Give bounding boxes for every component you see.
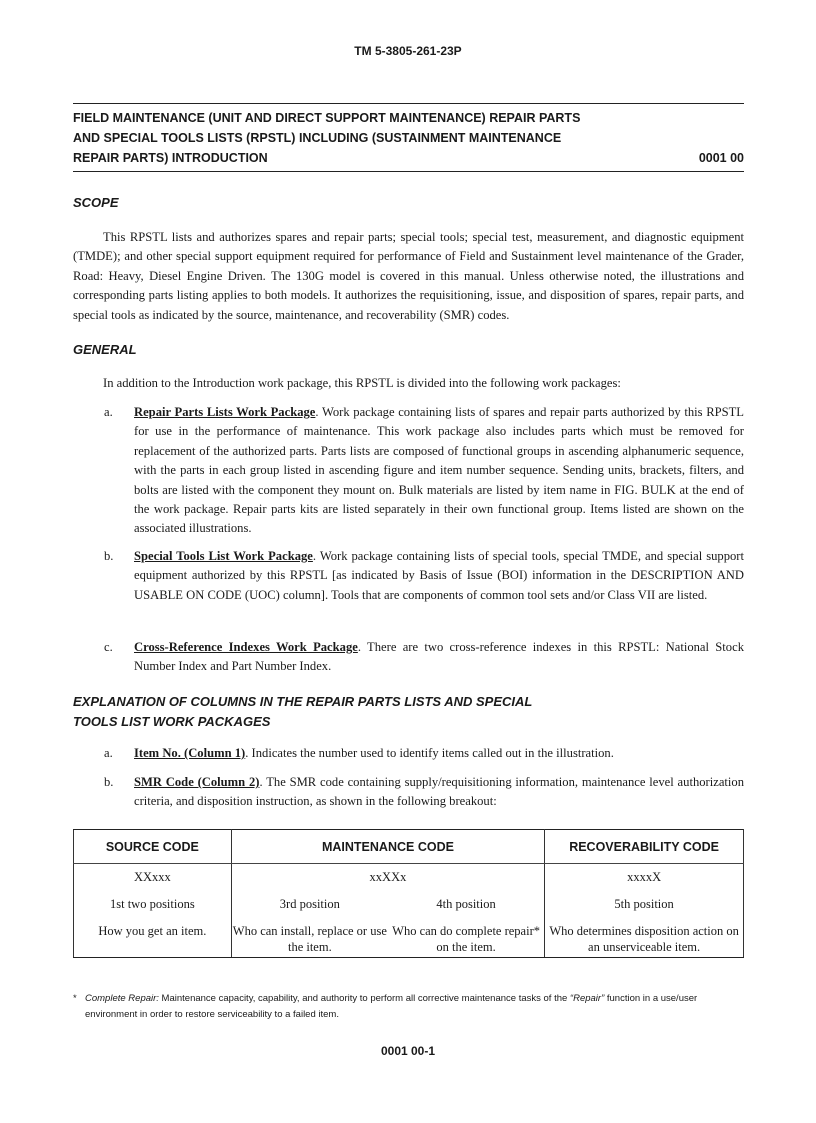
item-lead: Special Tools List Work Package (134, 549, 313, 563)
item-letter: a. (104, 405, 113, 419)
title-line-2: AND SPECIAL TOOLS LISTS (RPSTL) INCLUDING (SUSTAINMENT MAINTENANCE (73, 131, 562, 145)
item-lead: Repair Parts Lists Work Package (134, 405, 316, 419)
general-item-c (104, 638, 744, 677)
explanation-heading-line-2: TOOLS LIST WORK PACKAGES (73, 714, 271, 729)
footnote-marker: * (73, 993, 77, 1004)
work-package-title (73, 108, 744, 168)
item-letter: a. (104, 746, 113, 760)
footnote-term: Complete Repair: (85, 993, 159, 1004)
work-package-number: 0001 00 (698, 151, 744, 165)
item-text: . Work package containing lists of special tools, special TMDE, and special support equipment authorized by this RPSTL [as indicated by Basis of Issue (BOI) information in the DESCRIPTION AND USABLE ON CODE (UOC) column]. Tools that are components of common tool sets and/or Class VII are listed. (134, 549, 744, 602)
footnote-text-a: Maintenance capacity, capability, and authority to perform all corrective maintenance tasks of the (158, 993, 570, 1004)
item-lead: SMR Code (Column 2) (134, 775, 260, 789)
scope-heading: SCOPE (73, 195, 119, 210)
general-item-a (104, 403, 744, 539)
explanation-heading (73, 692, 532, 732)
position-cell: 3rd position (231, 890, 388, 918)
explanation-item-b (104, 773, 744, 812)
description-cell: Who can do complete repair* on the item. (388, 918, 545, 958)
description-cell: Who can install, replace or use the item. (231, 918, 388, 958)
item-text: . Work package containing lists of spares and repair parts authorized by this RPSTL for use in the performance of maintenance. This work package also includes parts which must be removed for replacement of the authorized parts. Parts lists are composed of functional groups in ascending alphanumeric sequence, with the parts in each group listed in ascending figure and item number sequence. Sending units, brackets, filters, and bolts are listed with the component they mount on. Bulk materials are listed by item name in FIG. BULK at the end of the work package. Repair parts kits are listed separately in their own functional group. Items listed are shown on the associated illustrations. (134, 405, 744, 536)
general-intro: In addition to the Introduction work package, this RPSTL is divided into the following work packages: (103, 376, 621, 390)
footnote-text-b: function in a use/user environment in order to restore serviceability to a failed item. (85, 993, 698, 1020)
footnote (73, 991, 744, 1023)
item-text: . There are two cross-reference indexes in this RPSTL: National Stock Number Index and Part Number Index. (134, 640, 744, 674)
title-line-1: FIELD MAINTENANCE (UNIT AND DIRECT SUPPORT MAINTENANCE) REPAIR PARTS (73, 111, 581, 125)
general-heading: GENERAL (73, 342, 137, 357)
manual-number: TM 5-3805-261-23P (354, 44, 462, 58)
maintenance-code-header: MAINTENANCE CODE (231, 830, 544, 864)
footnote-quoted: “Repair” (569, 993, 605, 1004)
item-text: . The SMR code containing supply/requisitioning information, maintenance level authorization criteria, and disposition instruction, as shown in the following breakout: (134, 775, 745, 809)
page-number: 0001 00-1 (380, 1044, 436, 1058)
item-lead: Cross-Reference Indexes Work Package (134, 640, 358, 654)
recoverability-code-pattern: xxxxX (545, 864, 744, 890)
source-code-header: SOURCE CODE (74, 830, 232, 864)
item-letter: b. (104, 549, 114, 563)
item-text: . Indicates the number used to identify items called out in the illustration. (245, 746, 614, 760)
position-cell: 5th position (545, 890, 744, 918)
item-lead: Item No. (Column 1) (134, 746, 246, 760)
position-cell: 1st two positions (74, 890, 232, 918)
item-letter: c. (104, 640, 113, 654)
title-line-3: REPAIR PARTS) INTRODUCTION (73, 151, 268, 165)
explanation-item-a (104, 744, 744, 763)
position-cell: 4th position (388, 890, 545, 918)
recoverability-code-header: RECOVERABILITY CODE (545, 830, 744, 864)
item-letter: b. (104, 775, 114, 789)
description-cell: Who determines disposition action on an unserviceable item. (545, 918, 744, 958)
maintenance-code-pattern: xxXXx (231, 864, 544, 890)
description-cell: How you get an item. (74, 918, 232, 958)
scope-paragraph: This RPSTL lists and authorizes spares and repair parts; special tools; special test, measurement, and diagnostic equipment (TMDE); and other special support equipment required for performance of Field and Sustainment level maintenance of the Grader, Road: Heavy, Diesel Engine Driven. The 130G model is covered in this manual. Unless otherwise noted, the illustrations and corresponding parts listing applies to both models. It authorizes the requisitioning, issue, and disposition of spares, repair parts, and special tools as indicated by the source, maintenance, and recoverability (SMR) codes. (73, 230, 744, 322)
title-bottom-rule (73, 171, 744, 172)
smr-code-table (73, 829, 744, 958)
source-code-pattern: XXxxx (74, 864, 232, 890)
title-top-rule (73, 103, 744, 104)
explanation-heading-line-1: EXPLANATION OF COLUMNS IN THE REPAIR PARTS LISTS AND SPECIAL (73, 694, 533, 709)
general-item-b (104, 547, 744, 605)
